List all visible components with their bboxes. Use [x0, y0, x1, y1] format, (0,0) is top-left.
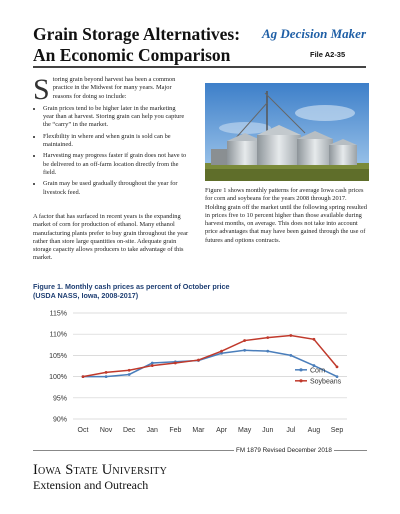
data-point-corn: [243, 349, 246, 352]
data-point-corn: [266, 350, 269, 353]
x-tick-label: Aug: [307, 427, 321, 434]
figure-title-line-2: (USDA NASS, Iowa, 2008-2017): [33, 291, 139, 300]
reasons-list: [33, 105, 188, 197]
x-tick-label: Sep: [330, 427, 344, 434]
title-line-1: Grain Storage Alternatives:: [33, 24, 241, 44]
figure-title-line-1: Figure 1. Monthly cash prices as percent of October price: [33, 282, 230, 291]
title-line-2: An Economic Comparison: [33, 45, 231, 65]
x-tick-label: Jul: [286, 427, 296, 434]
reason-item: • Harvesting may progress faster if grain does not have to be delivered to an off-farm location directly from the field.: [43, 152, 188, 177]
legend-label-corn: Corn: [310, 367, 326, 375]
data-point-soybeans: [105, 371, 108, 374]
extension-wordmark: Extension and Outreach: [33, 478, 149, 492]
legend-label-soybeans: Soybeans: [310, 378, 342, 386]
data-point-corn: [289, 354, 292, 357]
x-tick-label: May: [238, 427, 252, 434]
x-tick-label: Dec: [122, 427, 136, 434]
data-point-soybeans: [174, 362, 177, 365]
reason-item: • Grain may be used gradually throughout the year for livestock feed.: [43, 180, 188, 197]
x-tick-label: Mar: [192, 427, 205, 434]
reason-item: • Grain prices tend to be higher later in the marketing year than at harvest. Storing grain can help you capture the “carry” in the market.: [43, 105, 188, 130]
figure-title: [33, 282, 363, 300]
x-tick-label: Jun: [262, 427, 274, 434]
data-point-soybeans: [220, 350, 223, 353]
data-point-soybeans: [313, 338, 316, 341]
legend-marker-corn: [299, 368, 302, 371]
data-point-soybeans: [266, 336, 269, 339]
data-point-corn: [105, 375, 108, 378]
publication-title: [33, 24, 240, 66]
publication-info: FM 1879 Revised December 2018: [236, 447, 332, 454]
series-line-corn: [83, 350, 337, 376]
y-tick-label: 90%: [52, 416, 67, 424]
data-point-corn: [128, 373, 131, 376]
data-point-soybeans: [336, 365, 339, 368]
figure-caption: Figure 1 shows monthly patterns for average Iowa cash prices for corn and soybeans for the years 2008 through 2017. Holding grain off the market until the following spring resulted in prices five to 10 percent higher than those available during harvest months, on average. This does not take into account price advantages that may have been gained through the use of futures and options contracts.: [205, 187, 367, 244]
ethanol-paragraph: A factor that has surfaced in recent years is the expanding market of corn for production of ethanol. Many ethanol manufacturing plants prefer to buy grain throughout the year rather than store large quantities on-site. Adequate grain storage capacity allows producers to take advantage of this market.: [33, 213, 189, 262]
x-tick-label: Nov: [99, 427, 113, 434]
intro-lead: toring grain beyond harvest has been a common practice in the Midwest for many years. Major reasons for doing so include:: [52, 76, 176, 100]
y-tick-label: 105%: [49, 352, 67, 360]
data-point-soybeans: [82, 375, 85, 378]
legend-marker-soybeans: [299, 379, 302, 382]
data-point-soybeans: [243, 339, 246, 342]
y-tick-label: 95%: [52, 395, 67, 403]
data-point-soybeans: [197, 359, 200, 362]
series-name: Ag Decision Maker: [262, 26, 366, 41]
data-point-soybeans: [151, 364, 154, 367]
drop-cap: S: [33, 73, 50, 106]
x-tick-label: Apr: [216, 427, 227, 434]
file-number: File A2-35: [310, 50, 346, 59]
data-point-corn: [151, 362, 154, 365]
university-wordmark: Iowa State University: [33, 462, 167, 478]
x-tick-label: Oct: [77, 427, 89, 434]
grain-bins-photo: [205, 83, 369, 181]
header-rule: [33, 66, 366, 68]
y-tick-label: 115%: [49, 310, 67, 318]
y-tick-label: 100%: [49, 374, 67, 382]
y-tick-label: 110%: [49, 331, 67, 339]
x-tick-label: Jan: [146, 427, 158, 434]
price-chart: [33, 303, 368, 440]
data-point-soybeans: [128, 369, 131, 372]
data-point-soybeans: [289, 334, 292, 337]
reason-item: • Flexibility in where and when grain is sold can be maintained.: [43, 133, 188, 150]
x-tick-label: Feb: [169, 427, 182, 434]
intro-column: [33, 73, 188, 200]
